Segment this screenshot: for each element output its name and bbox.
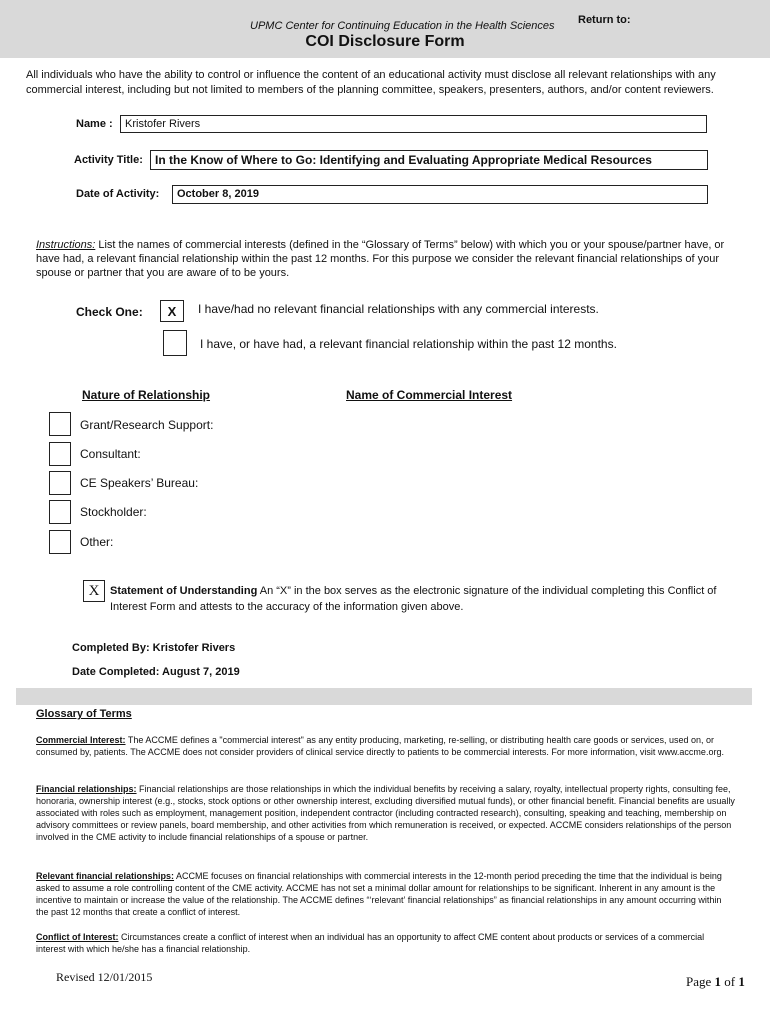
name-label: Name :: [76, 118, 113, 130]
date-completed: Date Completed: August 7, 2019: [72, 666, 240, 678]
glossary-definition: ACCME focuses on financial relationships with commercial interests in the 12-month period preceding the time that the individual is being asked to assume a role controlling content of the CME activity. ACCME has not set a minimal dollar amount for relationships to be significant. Inherent in any amount is the incentive to maintain or increase the value of the relationship. The ACCME defines “‘relevant’ financial relationships” as financial relationships in any amount occurring within the past 12 months that create a conflict of interest.: [36, 871, 722, 917]
glossary-item: [36, 734, 736, 758]
commercial-interest-header: Name of Commercial Interest: [346, 388, 513, 402]
page-of: of: [721, 974, 739, 989]
page-number: [686, 974, 745, 990]
instructions-text: List the names of commercial interests (defined in the “Glossary of Terms” below) with which you or your spouse/partner have, or have had, a relevant financial relationship within the past 12 months. For this purpose we consider the relevant financial relationships of your spouse or partner that you are aware of to be yours.: [36, 239, 725, 279]
stockholder-checkbox[interactable]: [49, 500, 71, 524]
glossary-definition: The ACCME defines a "commercial interest" as any entity producing, marketing, re-selling, or distributing health care goods or services, used on, or consumed by, patients. The ACCME does not consider providers of clinical service directly to patients to be commercial interests. For more information, visit www.accme.org.: [36, 735, 724, 757]
organization-name: UPMC Center for Continuing Education in the Health Sciences: [250, 20, 555, 32]
glossary-definition: Circumstances create a conflict of interest when an individual has an opportunity to affect CME content about products or services of a commercial interest with which he/she has a financial relationship.: [36, 932, 705, 954]
grant-research-label: Grant/Research Support:: [80, 418, 214, 432]
page-current: 1: [714, 974, 722, 989]
intro-text: All individuals who have the ability to control or influence the content of an educational activity must disclose all relevant relationships with any commercial interest, including but not limited to members of the planning committee, speakers, presenters, authors, and/or content reviewers.: [26, 69, 716, 96]
nature-of-relationship-header: Nature of Relationship: [82, 388, 211, 402]
grant-research-checkbox[interactable]: [49, 412, 71, 436]
other-label: Other:: [80, 535, 114, 549]
glossary-item: [36, 870, 736, 918]
consultant-checkbox[interactable]: [49, 442, 71, 466]
date-of-activity-field[interactable]: October 8, 2019: [172, 185, 708, 204]
glossary-item: [36, 931, 736, 955]
consultant-label: Consultant:: [80, 447, 141, 461]
name-field[interactable]: Kristofer Rivers: [120, 115, 707, 133]
form-title: COI Disclosure Form: [305, 33, 465, 50]
speakers-bureau-label: CE Speakers’ Bureau:: [80, 476, 199, 490]
instructions-lead: Instructions:: [36, 239, 96, 251]
page-total: 1: [738, 974, 745, 989]
glossary-term: Conflict of Interest:: [36, 932, 119, 942]
other-checkbox[interactable]: [49, 530, 71, 554]
check-one-label: Check One:: [76, 305, 143, 319]
revised-date: Revised 12/01/2015: [56, 970, 153, 984]
stockholder-label: Stockholder:: [80, 505, 147, 519]
glossary-definition: Financial relationships are those relationships in which the individual benefits by receiving a salary, royalty, intellectual property rights, consulting fee, honoraria, ownership interest (e.g., stocks, stock options or other ownership interest, excluding diversified mutual funds), or other financial benefit. Financial benefits are usually associated with roles such as employment, management position, independent contractor (including contracted research), consulting, speaking and teaching, membership on advisory committees or review panels, board membership, and other activities from which remuneration is received, or expected. ACCME considers relationships of the person involved in the CME activity to include financial relationships of a spouse or partner.: [36, 784, 735, 842]
statement-signature-checkbox[interactable]: X: [83, 580, 105, 602]
activity-title-field[interactable]: In the Know of Where to Go: Identifying and Evaluating Appropriate Medical Resources: [150, 150, 708, 170]
return-to-label: Return to:: [578, 14, 631, 26]
statement-of-understanding: [110, 583, 730, 615]
glossary-title: Glossary of Terms: [36, 708, 132, 720]
date-of-activity-label: Date of Activity:: [76, 188, 160, 200]
statement-text: An “X” in the box serves as the electronic signature of the individual completing this Conflict of Interest Form and attests to the accuracy of the information given above.: [110, 585, 717, 613]
statement-title: Statement of Understanding: [110, 585, 258, 597]
instructions: [36, 238, 748, 280]
has-relationship-checkbox[interactable]: [163, 330, 187, 356]
activity-title-label: Activity Title:: [74, 154, 143, 166]
glossary-band: [16, 688, 752, 705]
glossary-term: Relevant financial relationships:: [36, 871, 175, 881]
speakers-bureau-checkbox[interactable]: [49, 471, 71, 495]
no-relationship-label: I have/had no relevant financial relationships with any commercial interests.: [198, 302, 599, 316]
glossary-term: Commercial Interest:: [36, 735, 126, 745]
glossary-item: [36, 783, 736, 843]
completed-by: Completed By: Kristofer Rivers: [72, 642, 236, 654]
has-relationship-label: I have, or have had, a relevant financial relationship within the past 12 months.: [200, 337, 617, 351]
page-prefix: Page: [686, 974, 715, 989]
glossary-term: Financial relationships:: [36, 784, 137, 794]
no-relationship-checkbox[interactable]: X: [160, 300, 184, 322]
